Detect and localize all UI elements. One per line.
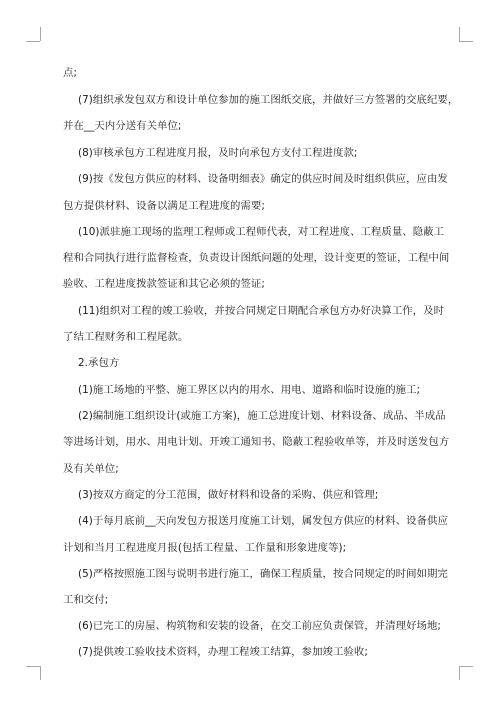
body-line: (8)审核承包方工程进度月报，及时向承包方支付工程进度款; [78, 147, 358, 159]
body-line: 验收、工程进度拨款签证和其它必须的签证; [63, 278, 265, 290]
crop-mark-top-right-h [459, 41, 473, 42]
crop-mark-top-left-h [26, 41, 40, 42]
crop-mark-bottom-left-v [40, 666, 41, 680]
body-line: (11)组织对工程的竣工验收，并按合同规定日期配合承包方办好决算工作，及时 [78, 305, 445, 317]
body-line: (2)编制施工组织设计(或施工方案)，施工总进度计划、材料设备、成品、半成品 [78, 410, 446, 422]
body-line: 等进场计划，用水、用电计划、开竣工通知书、隐蔽工程验收单等，并及时送发包方 [63, 436, 450, 448]
body-line: (7)提供竣工验收技术资料，办理工程竣工结算，参加竣工验收; [78, 646, 368, 658]
body-line: 工和交付; [63, 594, 109, 606]
body-line: (9)按《发包方供应的材料、设备明细表》确定的供应时间及时组织供应，应由发 [78, 173, 448, 185]
body-line: (4)于每月底前__天向发包方报送月度施工计划，属发包方供应的材料、设备供应 [78, 515, 448, 527]
body-line: 点; [63, 67, 77, 79]
body-line: 了结工程财务和工程尾款。 [63, 331, 189, 343]
crop-mark-top-right-v [459, 27, 460, 41]
body-line: 程和合同执行进行监督检查，负责设计图纸问题的处理，设计变更的签证，工程中间 [63, 252, 450, 264]
body-line: (10)派驻施工现场的监理工程师或工程师代表，对工程进度、工程质量、隐蔽工 [78, 226, 445, 238]
body-line: 并在__天内分送有关单位; [63, 120, 182, 132]
body-line: 计划和当月工程进度月报(包括工程量、工作量和形象进度等); [63, 542, 347, 554]
body-line: 及有关单位; [63, 463, 119, 475]
crop-mark-bottom-right-v [459, 666, 460, 680]
crop-mark-bottom-left-h [26, 666, 40, 667]
body-line: (5)严格按照施工图与说明书进行施工，确保工程质量，按合同规定的时间如期完 [78, 568, 448, 580]
crop-mark-top-left-v [40, 27, 41, 41]
body-line: (3)按双方商定的分工范围，做好材料和设备的采购、供应和管理; [78, 489, 379, 501]
body-line: (1)施工场地的平整、施工界区以内的用水、用电、道路和临时设施的施工; [78, 384, 421, 396]
body-line: 包方提供材料、设备以满足工程进度的需要; [63, 200, 265, 212]
crop-mark-bottom-right-h [459, 666, 473, 667]
body-line: (6)已完工的房屋、构筑物和安装的设备，在交工前应负责保管，并清理好场地; [78, 620, 441, 632]
section-heading: 2.承包方 [78, 357, 120, 369]
body-line: (7)组织承发包双方和设计单位参加的施工图纸交底，并做好三方签署的交底纪要， [78, 94, 459, 106]
